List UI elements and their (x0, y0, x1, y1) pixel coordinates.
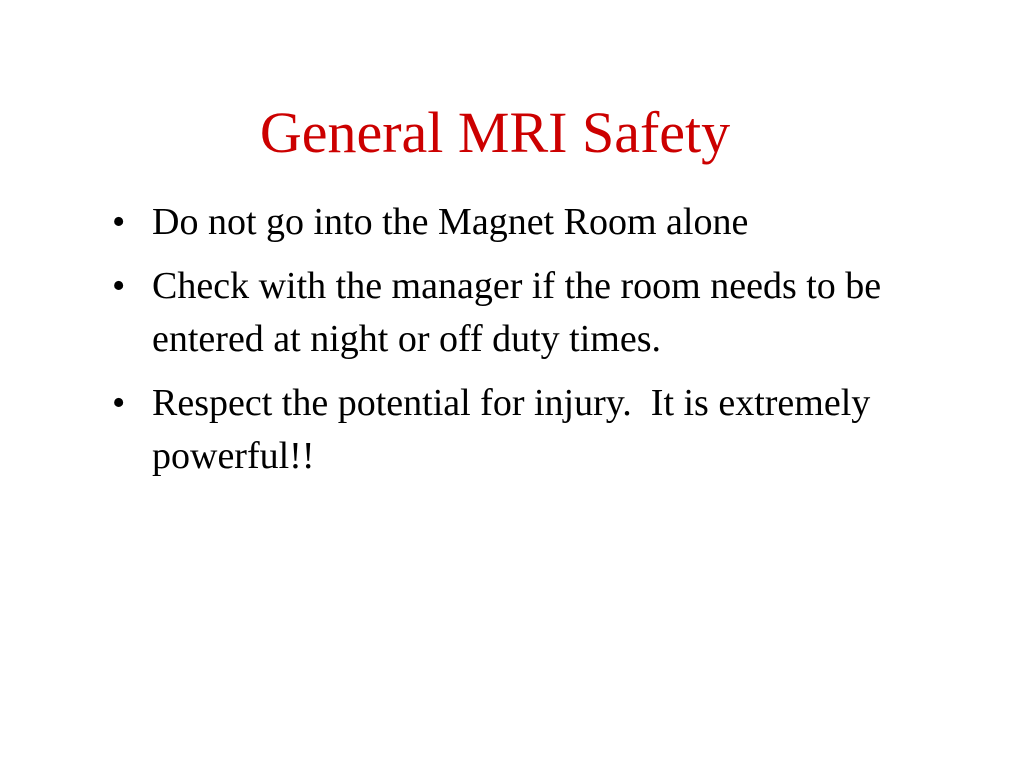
bullet-text: Do not go into the Magnet Room alone (152, 201, 749, 243)
bullet-marker-icon: • (112, 382, 126, 424)
bullet-marker-icon: • (112, 201, 126, 243)
bullet-item (112, 260, 892, 366)
bullet-item (112, 196, 892, 249)
bullet-marker-icon: • (112, 265, 126, 307)
bullet-text: Respect the potential for injury. It is extremely powerful!! (152, 382, 880, 477)
bullet-text: Check with the manager if the room needs to be entered at night or off duty times. (152, 265, 891, 360)
bullet-list (112, 196, 892, 494)
bullet-item (112, 377, 892, 483)
slide-title: General MRI Safety (259, 100, 731, 165)
